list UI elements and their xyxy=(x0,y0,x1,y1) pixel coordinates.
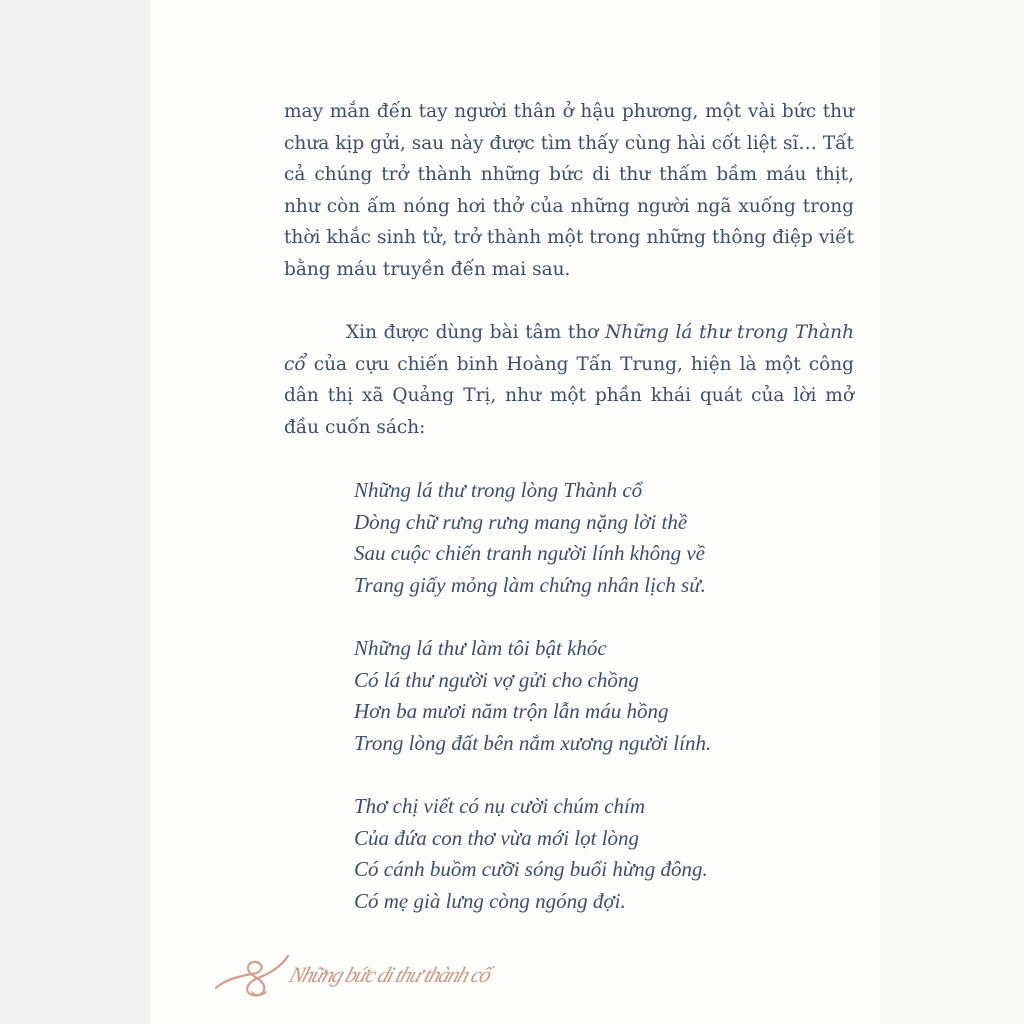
poem-stanza-1 xyxy=(354,475,794,601)
poem-line: Có mẹ già lưng còng ngóng đợi. xyxy=(354,888,626,913)
page-footer xyxy=(210,946,570,1002)
paragraph-2 xyxy=(284,317,854,443)
poem-line: Sau cuộc chiến tranh người lính không về xyxy=(354,541,706,565)
poem-stanza-3 xyxy=(354,791,794,917)
poem-line: Trong lòng đất bên nắm xương người lính. xyxy=(354,730,712,755)
poem-line: Những lá thư trong lòng Thành cổ xyxy=(354,478,643,502)
poem-line: Có cánh buồm cưỡi sóng buổi hừng đông. xyxy=(354,857,708,881)
poem-line: Những lá thư làm tôi bật khóc xyxy=(354,636,607,660)
text-line: còn ấm nóng hơi thở của những người ngã xuống trong thời xyxy=(284,195,854,248)
page-number xyxy=(210,946,290,1002)
poem-title: Những lá thư trong Thành xyxy=(605,322,854,343)
text-line: sách: xyxy=(376,416,426,438)
poem-line: Dòng chữ rưng rưng mang nặng lời thề xyxy=(354,509,688,534)
poem-line: Hơn ba mươi năm trộn lẫn máu hồng xyxy=(354,699,669,723)
poem-line: Có lá thư người vợ gửi cho chồng xyxy=(354,667,639,692)
book-title: Những bức di thư thành cổ xyxy=(286,962,494,987)
prose-text xyxy=(284,96,854,443)
text-line: khắc sinh tử, trở thành một trong những thông điệp viết bằng xyxy=(284,227,854,280)
poem-title-cont: cổ xyxy=(284,353,306,375)
page-edge xyxy=(880,0,1024,1024)
text-line: thị xã Quảng Trị, như một phần khái quát của lời mở đầu cuốn xyxy=(284,385,854,438)
poem-stanza-2 xyxy=(354,633,794,759)
paragraph-1 xyxy=(284,96,854,285)
text-line: cả chúng trở thành những bức di thư thấm bầm máu thịt, như xyxy=(284,164,854,217)
paragraph-2-intro: Xin được dùng bài tâm thơ xyxy=(346,322,606,343)
text-line: máu truyền đến mai sau. xyxy=(336,258,571,280)
poem-line: Thơ chị viết có nụ cười chúm chím xyxy=(354,794,646,818)
poem xyxy=(354,475,794,949)
paragraph-2-rest: của cựu chiến binh Hoàng Tấn Trung, hiện là một công dân xyxy=(284,353,854,406)
text-line: chưa kịp gửi, sau này được tìm thấy cùng hài cốt liệt sĩ… Tất xyxy=(284,132,854,154)
text-line: may mắn đến tay người thân ở hậu phương, một vài bức thư xyxy=(284,101,854,122)
poem-line: Của đứa con thơ vừa mới lọt lòng xyxy=(354,825,640,850)
poem-line: Trang giấy mỏng làm chứng nhân lịch sử. xyxy=(354,572,706,597)
